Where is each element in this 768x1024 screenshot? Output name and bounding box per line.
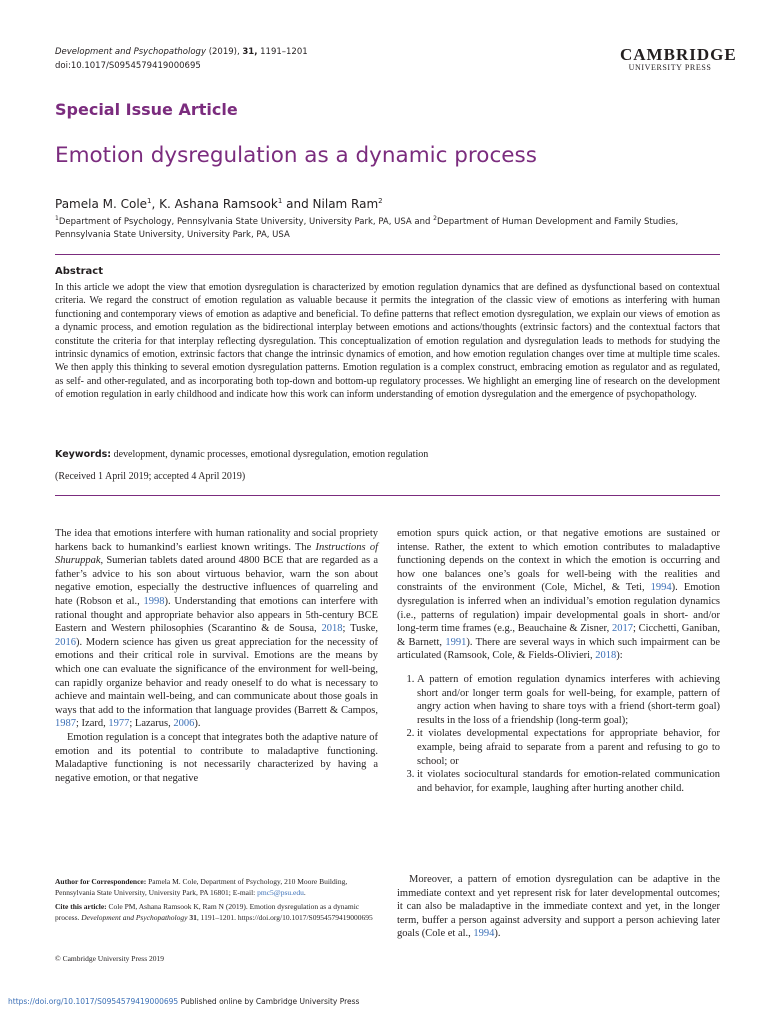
citation-link[interactable]: 2017 (611, 623, 633, 635)
journal-pages: 1191–1201 (260, 47, 308, 57)
affiliation-mark: 1 (55, 215, 59, 222)
journal-name: Development and Psychopathology (55, 47, 206, 57)
journal-volume: 31, (242, 47, 258, 57)
keywords-label: Keywords: (55, 449, 112, 460)
email-link[interactable]: pmc5@psu.edu (257, 887, 304, 897)
text-run: ). Understanding that emotions can interfere with rational thought and appropriate behavior also appears in 5th-century BCE Eastern and Western philosophies (Scarantino & de Sousa, (55, 595, 378, 635)
text-run: ; Lazarus, (129, 718, 174, 730)
citation-link[interactable]: 2018 (321, 623, 343, 635)
journal-year: (2019), (208, 47, 240, 57)
abstract-text: In this article we adopt the view that emotion dysregulation is characterized by emotion regulation dynamics that are defined as dysfunctional based on contextual criteria. We regard the construct of emotion regulation as valuable because it permits the integration of the classic view of emotions as interfering with human functioning and contemporary views of emotion as adaptive and beneficial. To define patterns that reflect emotion dysregulation, we explain our views of emotion as a dynamic process, and emotion regulation as the bidirectional interplay between emotions and actions/thoughts (extrinsic factors) and the contextual factors that constitute the criteria for that interplay reflecting dysregulation. This conceptualization of emotion regulation and dysregulation leads to methods for studying the intrinsic dynamics of emotion, extrinsic factors that change the intrinsic dynamics of emotion, and how emotion regulation changes over time at multiple time scales. We then apply this thinking to several emotion dysregulation patterns. Emotion regulation is a complex construct, embracing emotion as regulator and as regulated, as self- and other-regulated, and as incorporating both top-down and bottom-up regulatory processes. We highlight an emerging line of research on the development of emotion regulation in early childhood and indicate how this work can inform understanding of emotion dysregulation and the emergence of psychopathology. (55, 282, 720, 401)
footer-text: Published online by Cambridge University Press (178, 997, 360, 1006)
text-run: ). Modern science has given us great appreciation for the necessity of emotions and their critical role in survival. Emotions are the means by which one can evaluate the significance of the environment for well-being, can rapidly organize behavior and ready oneself to do what is necessary to achieve and maintain well-being, and can communicate about those goals in ways that add to the information that language provides (Barrett & Campos, (55, 636, 378, 716)
citation-link[interactable]: 1977 (108, 718, 130, 730)
body-paragraph (397, 527, 720, 663)
citation-link[interactable]: 1998 (143, 595, 165, 607)
text-run: ; Tuske, (342, 623, 378, 635)
text-run: ). Emotion dysregulation is inferred when an individual’s emotion regulation dynamics (i.e., patterns of regulation) impair developmental goals in short- and/or long-term time frames (e.g., Beauchaine & Zisner, (397, 582, 720, 635)
list-item: 1. A pattern of emotion regulation dynamics interferes with achieving short and/or longer term goals for well-being, for example, pattern of angry action when having to share toys with a friend (short-term goal) results in the loss of a friendship (long-term goal); (417, 673, 720, 727)
text-run: The idea that emotions interfere with human rationality and social propriety harkens back to humankind’s earliest known writings. The (55, 528, 378, 553)
footer-line (8, 997, 359, 1007)
author-separator: and (282, 197, 313, 211)
text-run: ). (194, 718, 201, 730)
affiliation-text: Department of Human Development and Family Studies, Pennsylvania State University, University Park, PA, USA (55, 216, 679, 240)
publisher-logo (620, 45, 737, 73)
list-item: 2. it violates developmental expectations for appropriate behavior, for example, being afraid to separate from a parent and refusing to go to school; or (417, 727, 720, 768)
citation-link[interactable]: 2016 (55, 636, 76, 648)
correspondence-note (55, 877, 378, 898)
text-run: . (303, 887, 306, 897)
author-name: Nilam Ram (312, 197, 379, 211)
received-dates: (Received 1 April 2019; accepted 4 April 2019) (55, 471, 246, 482)
text-run: ). (494, 928, 501, 940)
doi-line: doi:10.1017/S0954579419000695 (55, 61, 201, 71)
publisher-logo-line2: UNIVERSITY PRESS (628, 63, 712, 72)
correspondence-label: Author for Correspondence: (55, 877, 147, 886)
citation-link[interactable]: 1994 (473, 928, 495, 940)
article-type: Special Issue Article (55, 100, 238, 119)
copyright-notice: © Cambridge University Press 2019 (55, 954, 165, 963)
text-run: Cole PM, Ashana Ramsook K, Ram N (2019). Emotion dysregulation as a dynamic process. (55, 902, 360, 922)
text-run: Moreover, a pattern of emotion dysregulation can be adaptive in the immediate context and yet represent risk for later developmental outcomes; it can also be maladaptive in the immediate context and yet, in the longer term, buffer a person against adversity and support a person achieving later goals (Cole et al., (397, 874, 720, 940)
text-run: ; Cicchetti, Ganiban, & Barnett, (397, 623, 720, 648)
author-list (55, 193, 383, 212)
author-affiliation-mark: 1 (147, 197, 152, 205)
affiliation-text: Department of Psychology, Pennsylvania State University, University Park, PA, USA and (58, 216, 434, 227)
list-item: 3. it violates sociocultural standards for emotion-related communication and behavior, for example, laughing after hurting another child. (417, 768, 720, 795)
text-run: ): (616, 650, 623, 662)
citation-link[interactable]: 2018 (595, 650, 617, 662)
body-column-right-continued (397, 873, 720, 941)
publisher-logo-line1: CAMBRIDGE (620, 45, 737, 64)
author-affiliation-mark: 2 (378, 197, 383, 205)
author-affiliation-mark: 1 (277, 197, 283, 205)
citation-link[interactable]: 2006 (173, 718, 195, 730)
text-run: ). There are several ways in which such impairment can be articulated (Ramsook, Cole, & Fields-Olivieri, (397, 636, 721, 662)
text-run: , Sumerian tablets dated around 4800 BCE that are regarded as a father’s advice to his son about virtuous behavior, warn the son about negative emotion, especially the destructive influences of quarreling and hate (Robson et al., (55, 555, 378, 607)
affiliations (55, 212, 720, 242)
divider-rule (55, 254, 720, 255)
citation-link[interactable]: 1994 (650, 582, 672, 594)
keywords-list: development, dynamic processes, emotional dysregulation, emotion regulation (111, 449, 429, 460)
correspondence-block (55, 877, 378, 927)
cite-label: Cite this article: (55, 902, 107, 912)
text-run: , 1191–1201. https://doi.org/10.1017/S0954579419000695 (196, 912, 373, 922)
body-paragraph: Emotion regulation is a concept that integrates both the adaptive nature of emotion and its potential to contribute to maladaptive functioning. Maladaptive functioning is not necessarily characterized by having a negative emotion, or that negative (55, 731, 378, 784)
cite-note (55, 902, 378, 923)
body-paragraph (397, 873, 720, 941)
author-name: K. Ashana Ramsook (159, 197, 278, 211)
journal-citation-line (55, 46, 308, 59)
text-run-italic: Development and Psychopathology (81, 912, 188, 922)
author-separator: , (151, 197, 160, 211)
body-column-left (55, 527, 378, 785)
body-column-right (397, 527, 720, 795)
text-run: emotion spurs quick action, or that negative emotions are sustained or intense. Rather, the extent to which emotion contributes to maladaptive functioning depends on the context in which the emotion is occurring and how one balances one’s goals for well-being with the realities and constraints of the environment (Cole, Michel, & Teti, (397, 528, 720, 594)
divider-rule (55, 495, 720, 496)
affiliation-mark: 2 (433, 215, 437, 222)
text-run-italic: Instructions of Shuruppak (55, 541, 378, 567)
text-run: ; Izard, (76, 718, 109, 730)
body-paragraph (55, 527, 378, 731)
text-run-bold: 31 (187, 912, 197, 922)
keywords (55, 448, 720, 461)
author-name: Pamela M. Cole (55, 197, 148, 211)
footer-doi-link[interactable]: https://doi.org/10.1017/S0954579419000695 (8, 997, 179, 1006)
impairment-list (397, 673, 720, 795)
text-run: Pamela M. Cole, Department of Psychology, 210 Moore Building, Pennsylvania State University, University Park, PA 16801; E-mail: (55, 877, 348, 897)
citation-link[interactable]: 1987 (55, 718, 76, 730)
abstract-heading: Abstract (55, 266, 104, 277)
article-title: Emotion dysregulation as a dynamic process (55, 143, 537, 168)
citation-link[interactable]: 1991 (445, 636, 467, 648)
